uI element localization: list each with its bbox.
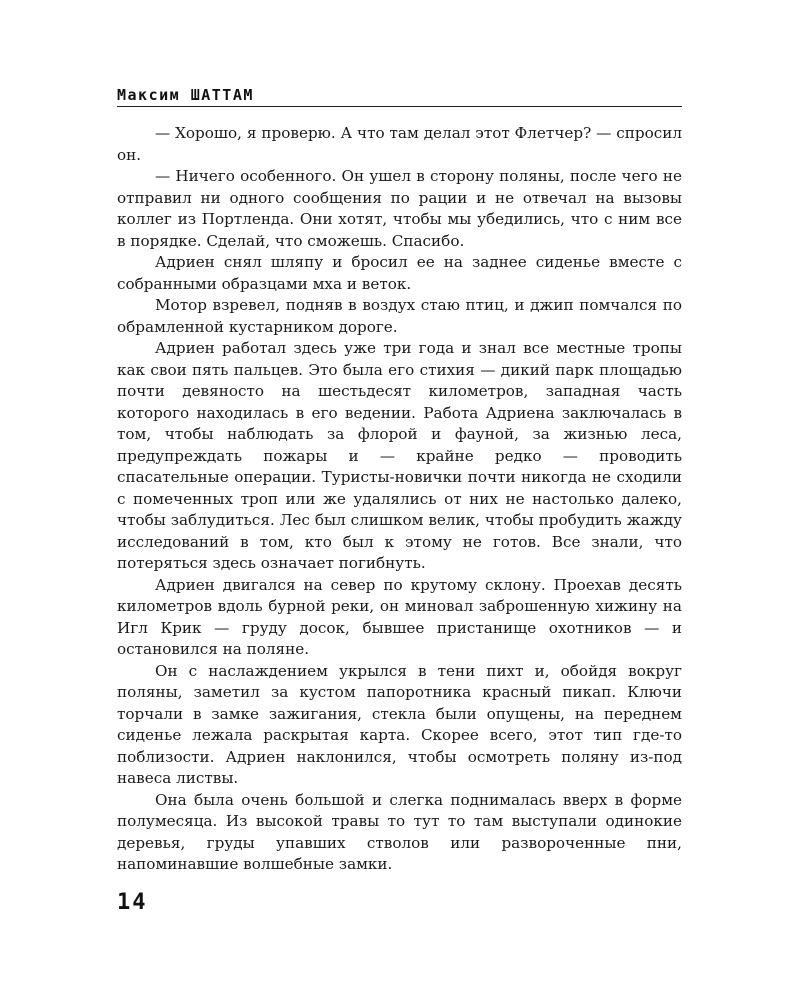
body-text: [117, 123, 682, 876]
paragraph: — Хорошо, я проверю. А что там делал этот Флетчер? — спросил он.: [117, 124, 682, 164]
page-number: 14: [117, 890, 148, 915]
paragraph: Адриен работал здесь уже три года и знал все местные тропы как свои пять пальцев. Это была его стихия — дикий парк площадью почти девяносто на шестьдесят километров, западная часть которого находилась в его ведении. Работа Адриена заключалась в том, чтобы наблюдать за флорой и фауной, за жизнью леса, предупреждать пожары и — крайне редко — проводить спасательные операции. Туристы-новички почти никогда не сходили с помеченных троп или же удалялись от них не настолько далеко, чтобы заблудиться. Лес был слишком велик, чтобы пробудить жажду исследований в том, кто был к этому не готов. Все знали, что потеряться здесь означает погибнуть.: [117, 339, 682, 572]
paragraph: Он с наслаждением укрылся в тени пихт и, обойдя вокруг поляны, заметил за кустом папоротника красный пикап. Ключи торчали в замке зажигания, стекла были опущены, на переднем сиденье лежала раскрытая карта. Скорее всего, этот тип где-то поблизости. Адриен наклонился, чтобы осмотреть поляну из-под навеса листвы.: [117, 661, 682, 787]
paragraph: — Ничего особенного. Он ушел в сторону поляны, после чего не отправил ни одного сообщения по рации и не отвечал на вызовы коллег из Портленда. Они хотят, чтобы мы убедились, что с ним все в порядке. Сделай, что сможешь. Спасибо.: [117, 167, 682, 250]
paragraph: Мотор взревел, подняв в воздух стаю птиц, и джип помчался по обрамленной кустарником дороге.: [117, 296, 682, 336]
paragraph: Она была очень большой и слегка поднималась вверх в форме полумесяца. Из высокой травы то тут то там выступали одинокие деревья, груды упавших стволов или развороченные пни, напоминавшие волшебные замки.: [117, 790, 682, 873]
paragraph: Адриен двигался на север по крутому склону. Проехав десять километров вдоль бурной реки, он миновал заброшенную хижину на Игл Крик — груду досок, бывшее пристанище охотников — и остановился на поляне.: [117, 575, 682, 658]
running-head-author: Максим ШАТТАМ: [117, 86, 254, 104]
header-rule: [117, 106, 682, 107]
paragraph: Адриен снял шляпу и бросил ее на заднее сиденье вместе с собранными образцами мха и веток.: [117, 253, 682, 293]
